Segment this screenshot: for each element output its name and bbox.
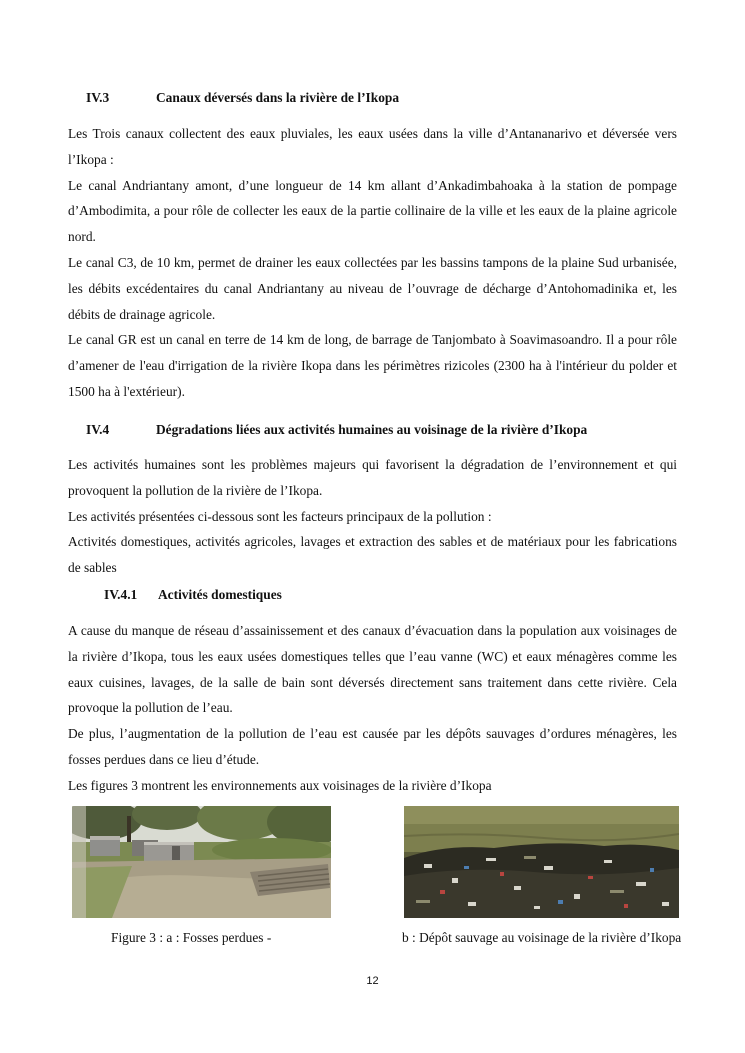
paragraph: Le canal Andriantany amont, d’une longueur de 14 km allant d’Ankadimbahoaka à la station de pompage d’Ambodimita, a pour rôle de collecter les eaux de la partie collinaire de la ville et les eaux de la plaine agricole nord. — [68, 177, 677, 245]
figure-photo-fosses-perdues — [72, 806, 331, 918]
paragraph: Les activités humaines sont les problèmes majeurs qui favorisent la dégradation de l’environnement et qui provoquent la pollution de la rivière de l’Ikopa. — [68, 457, 677, 498]
section-number: IV.4 — [86, 422, 110, 437]
section-title: Dégradations liées aux activités humaines au voisinage de la rivière d’Ikopa — [156, 422, 588, 437]
section-number: IV.4.1 — [104, 587, 138, 602]
subsection-heading-iv41 — [104, 587, 282, 603]
figure-photo-depot-sauvage — [404, 806, 679, 918]
paragraph: Les Trois canaux collectent des eaux pluviales, les eaux usées dans la ville d’Antananarivo et déversée vers l’Ikopa : — [68, 126, 677, 167]
section-body-iv4 — [68, 452, 677, 581]
section-body-iv41 — [68, 618, 677, 799]
paragraph: A cause du manque de réseau d’assainissement et des canaux d’évacuation dans la population aux voisinages de la rivière d’Ikopa, tous les eaux usées domestiques telles que l’eau vanne (WC) et eaux ménagères comme les eaux cuisines, lavages, de la salle de bain sont déversés directement sans traitement dans cette rivière. Cela provoque la pollution de l’eau. — [68, 623, 677, 716]
figure-caption-a: Figure 3 : a : Fosses perdues - — [111, 930, 272, 945]
paragraph: Les figures 3 montrent les environnements aux voisinages de la rivière d’Ikopa — [68, 777, 492, 793]
page-number: 12 — [366, 975, 379, 987]
paragraph: Le canal C3, de 10 km, permet de drainer les eaux collectées par les bassins tampons de la plaine Sud urbanisée, les débits excédentaires du canal Andriantany au niveau de l’ouvrage de décharge d’Antohomadinika et, les débits de drainage agricole. — [68, 254, 677, 322]
paragraph: Les activités présentées ci-dessous sont les facteurs principaux de la pollution : — [68, 508, 492, 524]
figure-caption-b: b : Dépôt sauvage au voisinage de la rivière d’Ikopa — [402, 930, 682, 945]
section-heading-iv4 — [86, 422, 587, 438]
section-title: Canaux déversés dans la rivière de l’Ikopa — [156, 90, 400, 105]
section-body-iv3 — [68, 121, 677, 405]
section-heading-iv3 — [86, 90, 399, 106]
section-number: IV.3 — [86, 90, 110, 105]
paragraph: De plus, l’augmentation de la pollution de l’eau est causée par les dépôts sauvages d’ordures ménagères, les fosses perdues dans ce lieu d’étude. — [68, 726, 677, 767]
paragraph: Le canal GR est un canal en terre de 14 km de long, de barrage de Tanjombato à Soavimasoandro. Il a pour rôle d’amener de l'eau d'irrigation de la rivière Ikopa dans les périmètres rizicoles (2300 ha à l'intérieur du polder et 1500 ha à l'extérieur). — [68, 332, 677, 399]
section-title: Activités domestiques — [158, 587, 282, 602]
paragraph: Activités domestiques, activités agricoles, lavages et extraction des sables et de matériaux pour les fabrications de sables — [68, 534, 677, 576]
